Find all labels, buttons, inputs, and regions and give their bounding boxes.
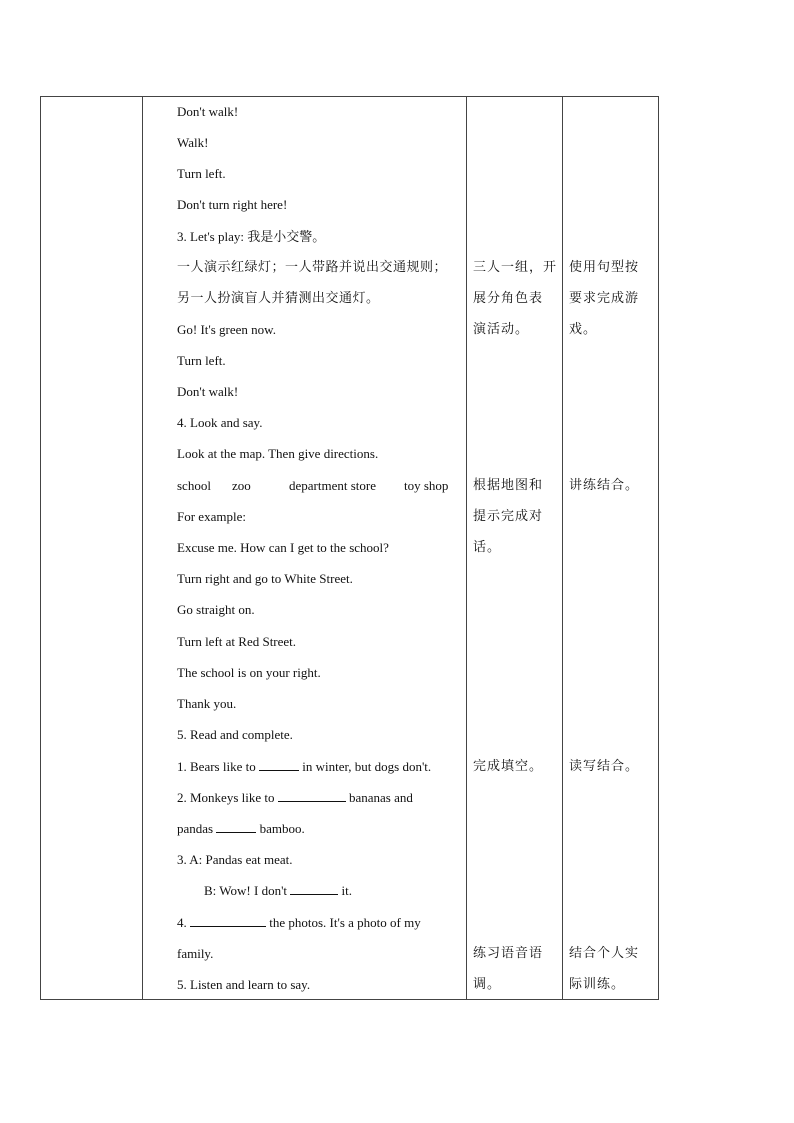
text-line: 3. Let's play: 我是小交警。: [177, 229, 326, 244]
question-text: bamboo.: [259, 821, 305, 836]
fill-blank-question: [177, 821, 305, 837]
answer-blank: [259, 759, 299, 771]
text-line: Turn left.: [177, 353, 226, 368]
activity-note: 展分角色表: [473, 291, 544, 306]
answer-blank: [216, 821, 256, 833]
fill-blank-question: [177, 759, 431, 775]
question-text: in winter, but dogs don't.: [302, 759, 432, 774]
question-text: 4.: [177, 915, 187, 930]
column-divider: [466, 97, 467, 999]
place-word: school: [177, 478, 211, 493]
activity-note: 完成填空。: [473, 759, 544, 774]
purpose-note: 讲练结合。: [569, 478, 640, 493]
question-text: B: Wow! I don't: [204, 883, 288, 898]
text-line: Look at the map. Then give directions.: [177, 446, 379, 461]
purpose-note: 结合个人实: [569, 946, 640, 961]
question-text: the photos. It's a photo of my: [269, 915, 421, 930]
activity-note: 练习语音语: [473, 946, 544, 961]
text-line: Turn left at Red Street.: [177, 634, 297, 649]
text-line: Excuse me. How can I get to the school?: [177, 540, 389, 555]
place-word: department store: [289, 478, 376, 493]
text-line: 一人演示红绿灯；一人带路并说出交通规则；: [177, 260, 448, 275]
purpose-note: 戏。: [569, 322, 598, 337]
text-line: 3. A: Pandas eat meat.: [177, 852, 293, 867]
text-line: The school is on your right.: [177, 665, 321, 680]
text-line: 5. Listen and learn to say.: [177, 977, 311, 992]
activity-note: 调。: [473, 977, 502, 992]
fill-blank-question: [177, 790, 413, 806]
purpose-note: 要求完成游: [569, 291, 640, 306]
purpose-note: 使用句型按: [569, 260, 640, 275]
text-line: family.: [177, 946, 214, 961]
purpose-note: 读写结合。: [569, 759, 640, 774]
text-line: 4. Look and say.: [177, 415, 263, 430]
answer-blank: [190, 915, 266, 927]
column-divider: [142, 97, 143, 999]
place-word: zoo: [232, 478, 251, 493]
text-line: Don't walk!: [177, 104, 239, 119]
text-line: Turn right and go to White Street.: [177, 571, 353, 586]
text-line: For example:: [177, 509, 246, 524]
text-line: Go straight on.: [177, 602, 255, 617]
text-line: 5. Read and complete.: [177, 727, 293, 742]
text-line: 另一人扮演盲人并猜测出交通灯。: [177, 291, 380, 306]
text-line: Don't walk!: [177, 384, 239, 399]
fill-blank-question: [204, 883, 352, 899]
question-text: bananas and: [349, 790, 413, 805]
question-text: 2. Monkeys like to: [177, 790, 275, 805]
activity-note: 话。: [473, 540, 502, 555]
text-line: Thank you.: [177, 696, 237, 711]
text-line: Don't turn right here!: [177, 197, 288, 212]
text-line: Walk!: [177, 135, 209, 150]
activity-note: 根据地图和: [473, 478, 544, 493]
place-word: toy shop: [404, 478, 449, 493]
answer-blank: [278, 790, 346, 802]
column-divider: [562, 97, 563, 999]
text-line: Turn left.: [177, 166, 226, 181]
text-line: Go! It's green now.: [177, 322, 276, 337]
question-text: it.: [341, 883, 353, 898]
activity-note: 演活动。: [473, 322, 530, 337]
purpose-note: 际训练。: [569, 977, 626, 992]
activity-note: 提示完成对: [473, 509, 544, 524]
fill-blank-question: [177, 915, 421, 931]
answer-blank: [290, 883, 338, 895]
question-text: pandas: [177, 821, 214, 836]
question-text: 1. Bears like to: [177, 759, 256, 774]
activity-note: 三人一组，开: [473, 260, 558, 275]
